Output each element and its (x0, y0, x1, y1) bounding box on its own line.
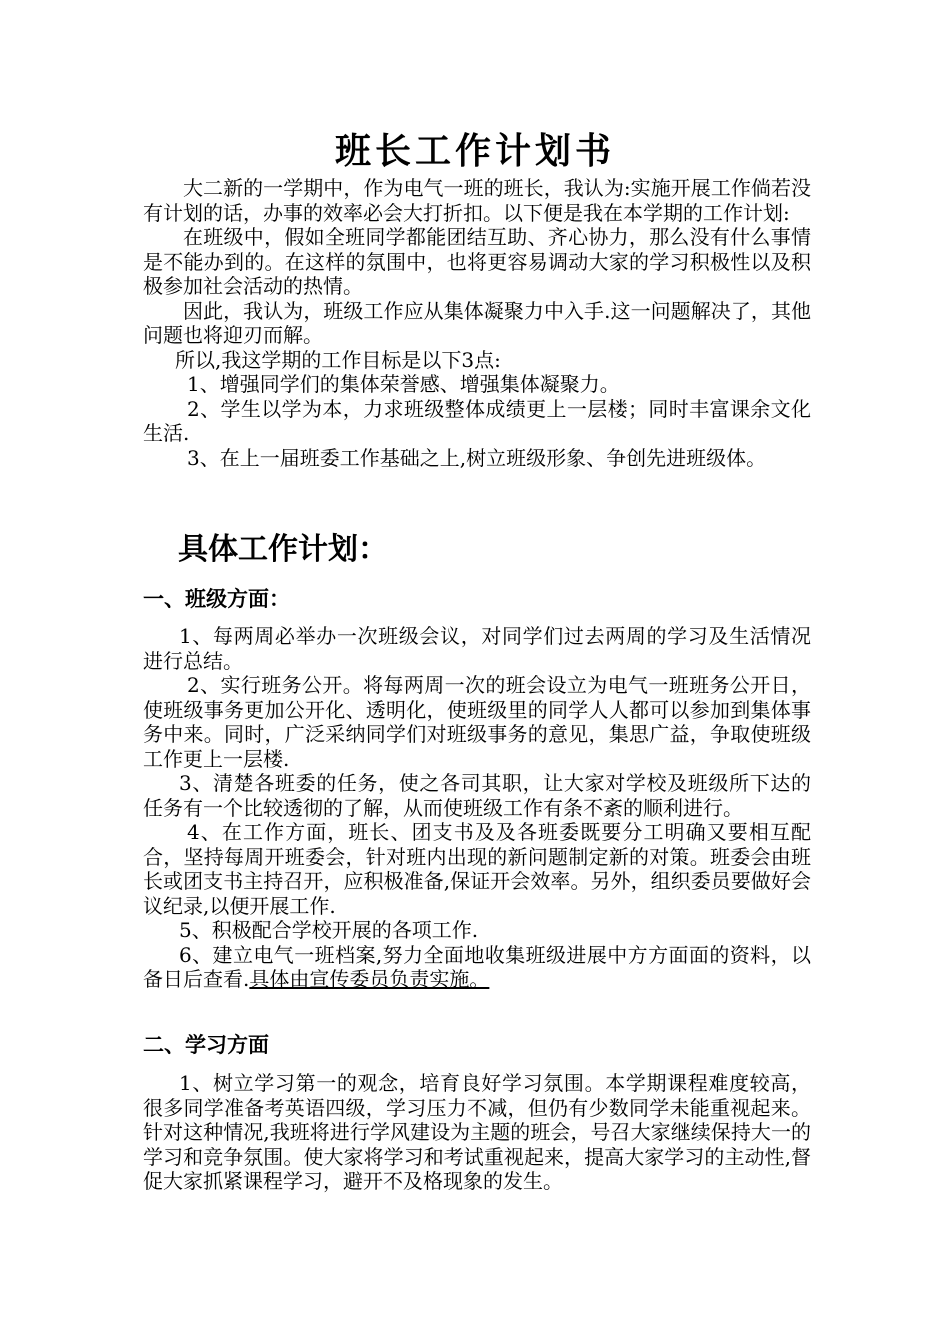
document-title: 班长工作计划书 (334, 130, 615, 172)
plan-heading: 具体工作计划： (178, 532, 388, 567)
class-section-heading: 一、班级方面： (143, 587, 290, 611)
goals-intro: 所以,我这学期的工作目标是以下3点: (175, 347, 501, 372)
class-item: 4、在工作方面，班长、团支书及及各班委既要分工明确又要相互配合，坚持每周开班委会，针对班内出现的新问题制定新的对策。班委会由班长或团支书主持召开，应积极准备,保证开会效率。另外，组织委员要做好会议纪录,以便开展工作. (143, 820, 811, 918)
class-item: 2、实行班务公开。将每两周一次的班会设立为电气一班班务公开日，使班级事务更加公开化、透明化，使班级里的同学人人都可以参加到集体事务中来。同时，广泛采纳同学们对班级事务的意见，集思广益，争取使班级工作更上一层楼. (143, 673, 811, 771)
class-item: 3、清楚各班委的任务，使之各司其职，让大家对学校及班级所下达的任务有一个比较透彻的了解，从而使班级工作有条不紊的顺利进行。 (143, 771, 811, 820)
intro-paragraph: 大二新的一学期中，作为电气一班的班长，我认为:实施开展工作倘若没有计划的话，办事的效率必会大打折扣。以下便是我在本学期的工作计划: (143, 176, 811, 225)
study-section-body (143, 1071, 811, 1194)
intro-section (143, 176, 811, 470)
study-item: 1、树立学习第一的观念，培育良好学习氛围。本学期课程难度较高，很多同学准备考英语四级，学习压力不减，但仍有少数同学未能重视起来。针对这种情况,我班将进行学风建设为主题的班会，号召大家继续保持大一的学习和竞争氛围。使大家将学习和考试重视起来，提高大家学习的主动性,督促大家抓紧课程学习，避开不及格现象的发生。 (143, 1071, 811, 1193)
class-item-archive (143, 943, 811, 992)
class-item: 5、积极配合学校开展的各项工作. (179, 918, 479, 942)
intro-paragraph: 在班级中，假如全班同学都能团结互助、齐心协力，那么没有什么事情是不能办到的。在这样的氛围中，也将更容易调动大家的学习积极性以及积极参加社会活动的热情。 (143, 225, 811, 298)
class-item: 1、每两周必举办一次班级会议，对同学们过去两周的学习及生活情况进行总结。 (143, 624, 811, 673)
goal-item: 1、增强同学们的集体荣誉感、增强集体凝聚力。 (187, 372, 620, 396)
archive-text: 6、建立电气一班档案,努力全面地收集班级进展中方方面面的资料，以备日后查看. (143, 942, 811, 991)
class-section-body (143, 624, 811, 992)
goal-item: 3、在上一届班委工作基础之上,树立班级形象、争创先进班级体。 (187, 445, 767, 470)
intro-paragraph: 因此，我认为，班级工作应从集体凝聚力中入手.这一问题解决了，其他问题也将迎刃而解。 (143, 298, 811, 347)
study-section-heading: 二、学习方面 (143, 1033, 269, 1057)
archive-responsibility-note: 具体由宣传委员负责实施。 (249, 967, 490, 991)
goal-item: 2、学生以学为本，力求班级整体成绩更上一层楼；同时丰富课余文化生活. (143, 396, 811, 445)
